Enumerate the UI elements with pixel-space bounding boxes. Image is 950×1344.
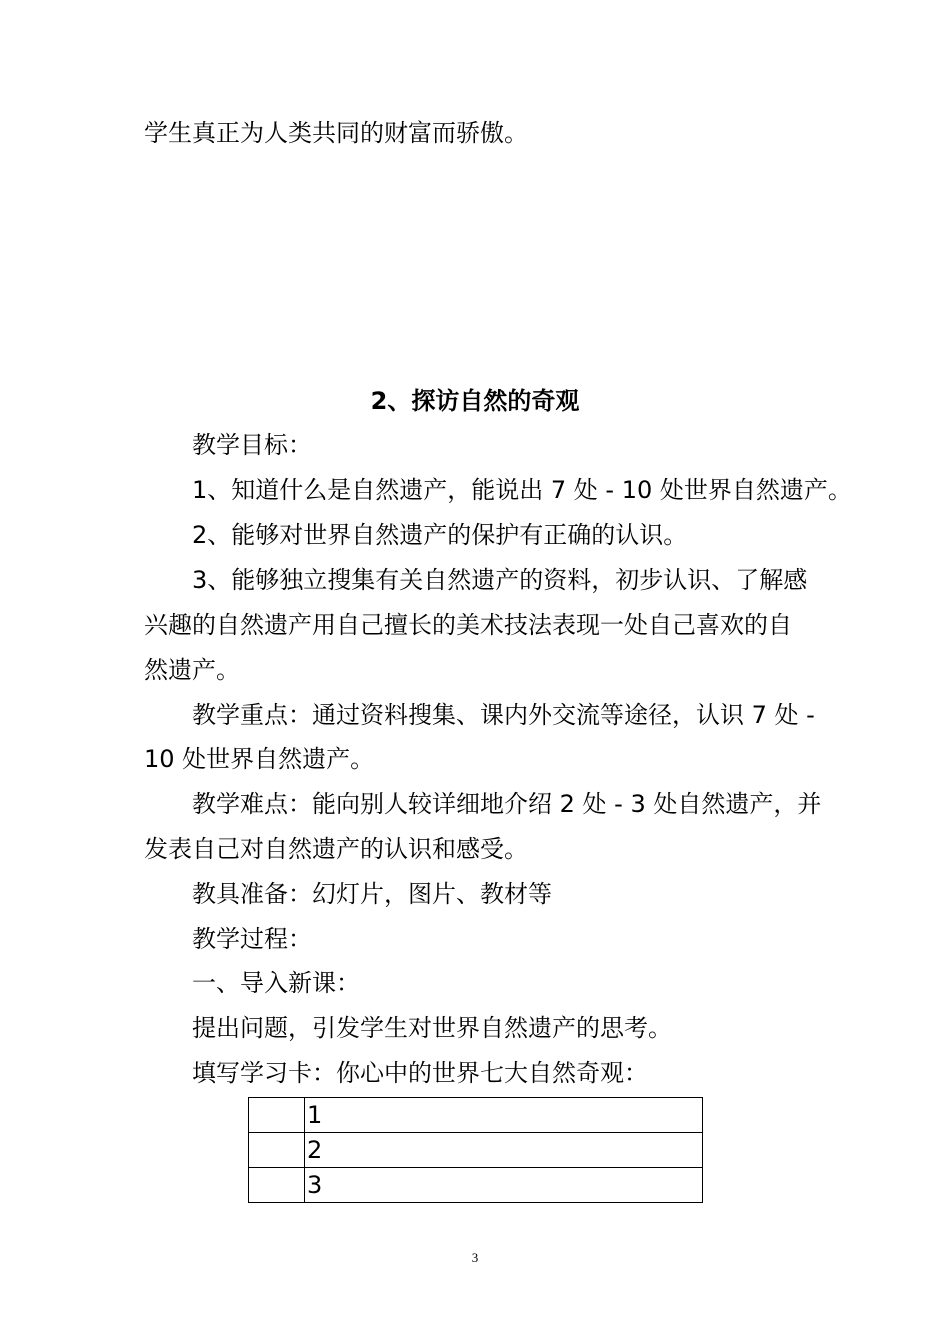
goal-3-line-2: 兴趣的自然遗产用自己擅长的美术技法表现一处自己喜欢的自: [144, 611, 792, 639]
key-point-line-1: 教学重点：通过资料搜集、课内外交流等途径，认识 7 处 -: [192, 701, 815, 729]
difficulty-line-1: 教学难点：能向别人较详细地介绍 2 处 - 3 处自然遗产，并: [192, 790, 822, 818]
table-cell-blank: [249, 1168, 305, 1203]
table-cell-number: 1: [305, 1098, 703, 1133]
goals-heading: 教学目标：: [192, 431, 312, 459]
table-cell-number: 3: [305, 1168, 703, 1203]
table-row: [249, 1098, 703, 1133]
table-cell-number: 2: [305, 1133, 703, 1168]
key-point-line-2: 10 处世界自然遗产。: [144, 745, 375, 773]
goal-3-line-3: 然遗产。: [144, 656, 240, 684]
study-card-table: [248, 1097, 703, 1203]
goal-2: 2、能够对世界自然遗产的保护有正确的认识。: [192, 521, 688, 549]
goal-3-line-1: 3、能够独立搜集有关自然遗产的资料，初步认识、了解感: [192, 566, 808, 594]
intro-question: 提出问题，引发学生对世界自然遗产的思考。: [192, 1014, 672, 1042]
table-row: [249, 1168, 703, 1203]
carryover-text: 学生真正为人类共同的财富而骄傲。: [144, 119, 528, 147]
table-row: [249, 1133, 703, 1168]
intro-heading: 一、导入新课：: [192, 969, 360, 997]
card-prompt: 填写学习卡：你心中的世界七大自然奇观：: [192, 1059, 648, 1087]
table-cell-blank: [249, 1098, 305, 1133]
section-title: 2、探访自然的奇观: [370, 387, 580, 415]
goal-1: 1、知道什么是自然遗产，能说出 7 处 - 10 处世界自然遗产。: [192, 476, 852, 504]
page-number: 3: [471, 1250, 479, 1265]
difficulty-line-2: 发表自己对自然遗产的认识和感受。: [144, 835, 528, 863]
process-heading: 教学过程：: [192, 925, 312, 953]
materials-text: 教具准备：幻灯片，图片、教材等: [192, 880, 552, 908]
table-cell-blank: [249, 1133, 305, 1168]
